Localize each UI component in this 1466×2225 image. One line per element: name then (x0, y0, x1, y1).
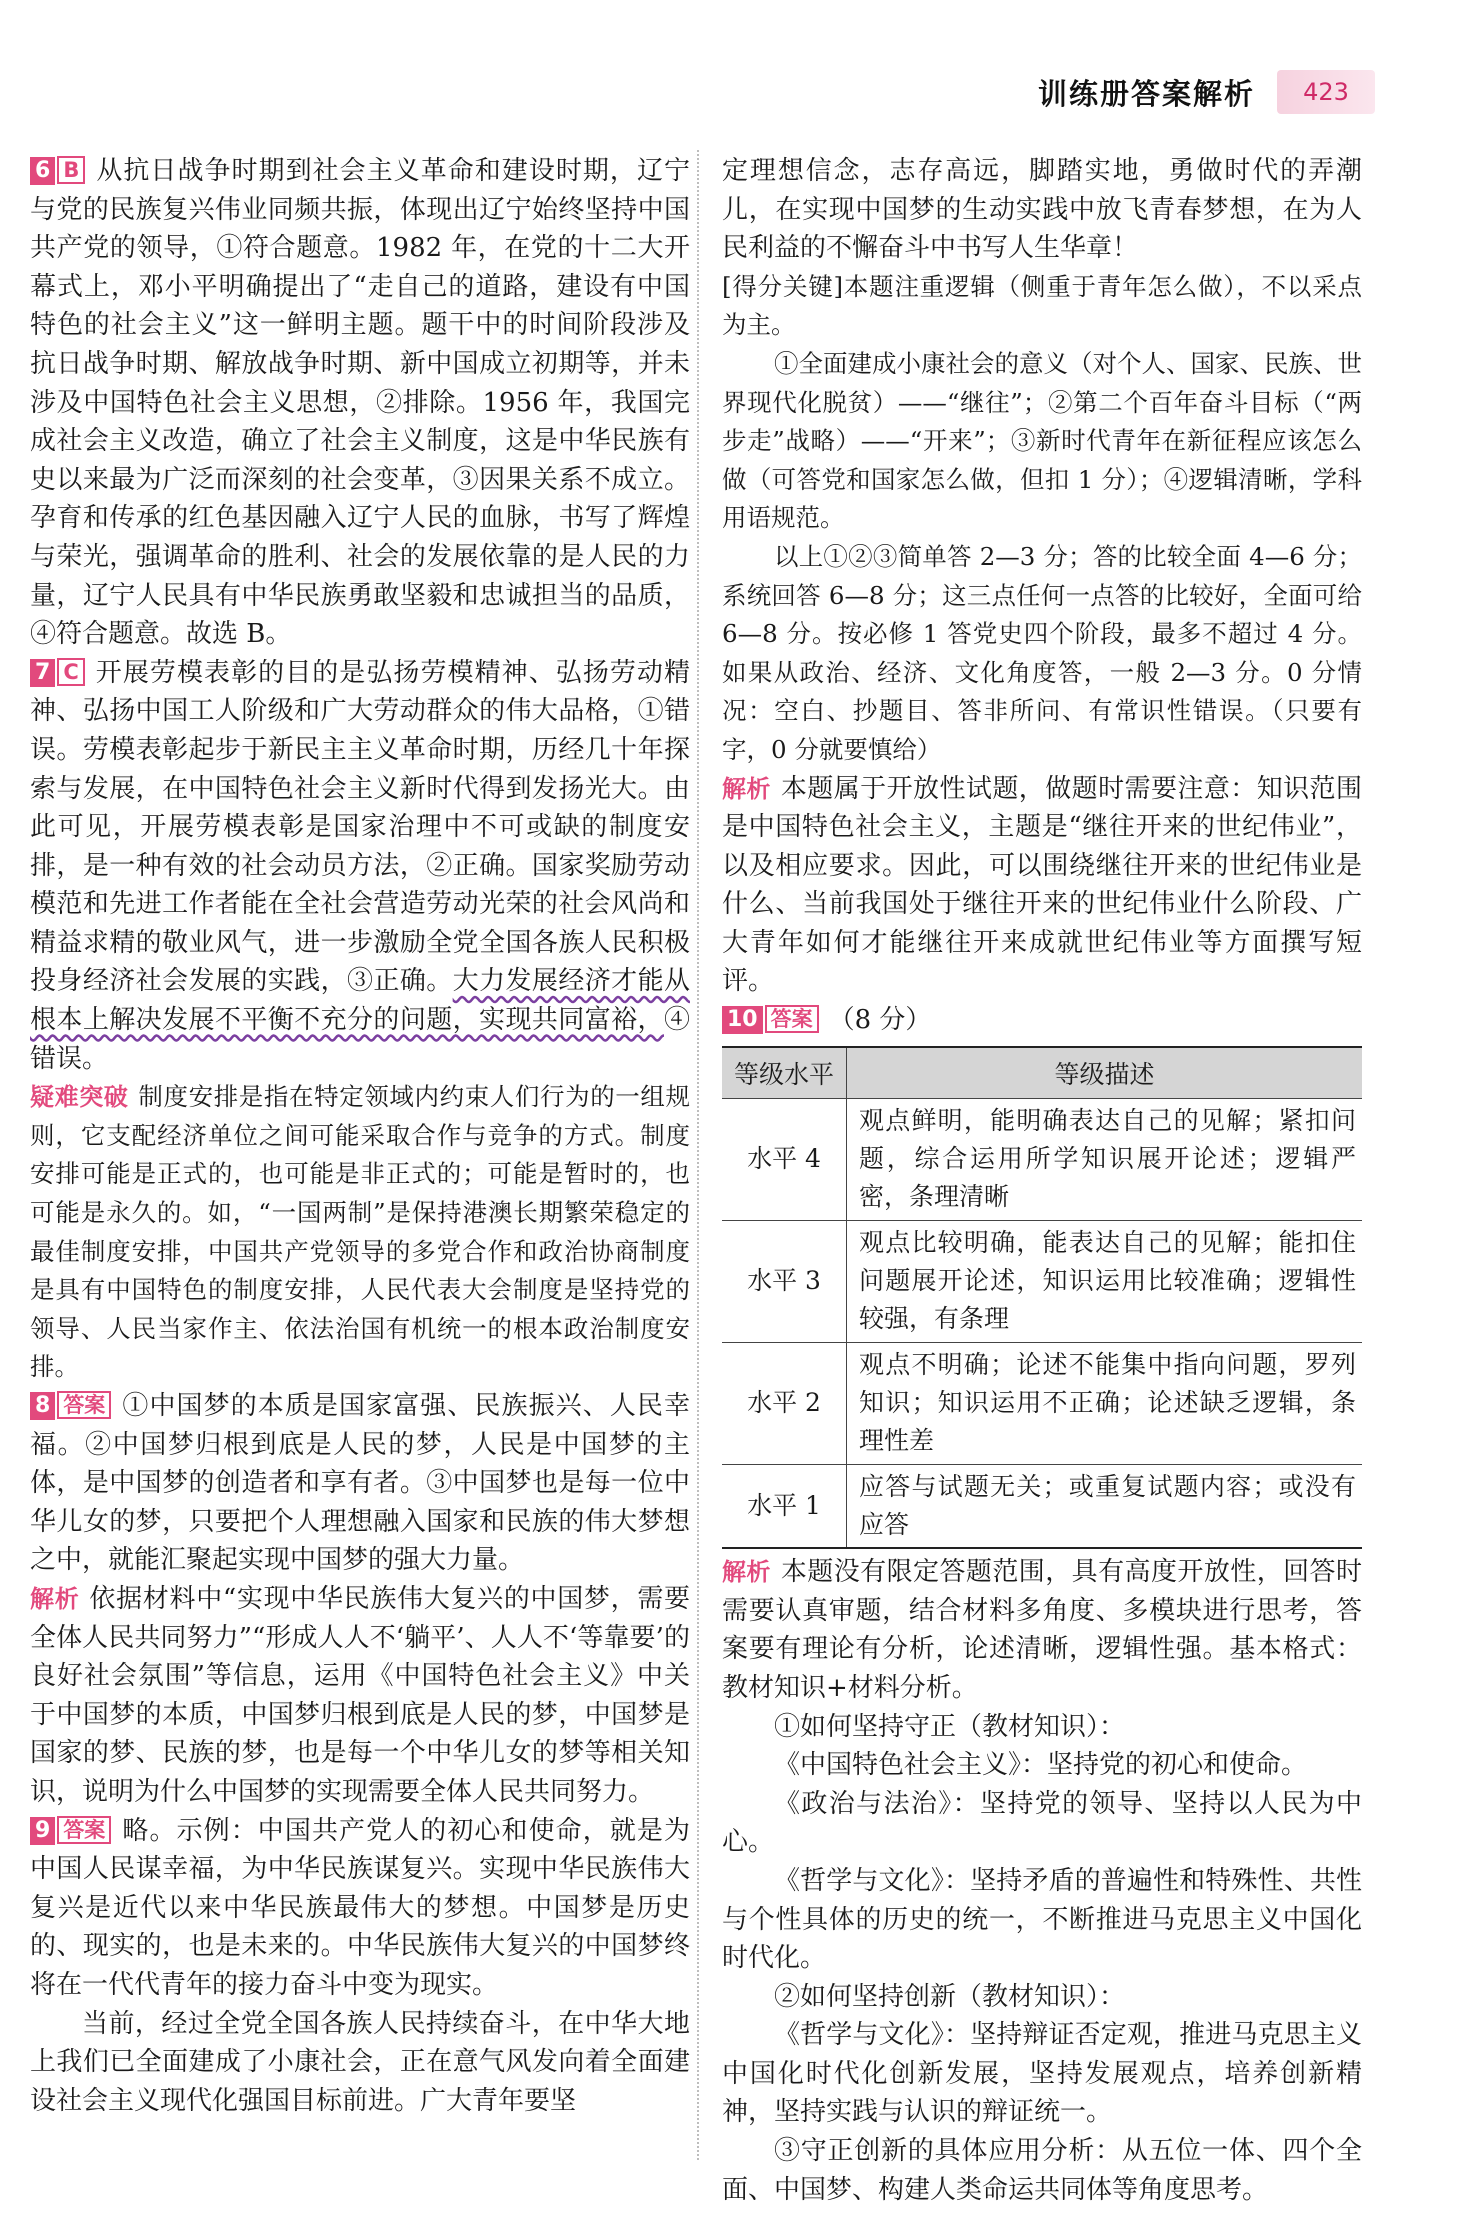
q8-number-badge: 8 (30, 1392, 55, 1420)
grade-desc: 观点不明确；论述不能集中指向问题，罗列知识；知识运用不正确；论述缺乏逻辑，条理性差 (847, 1342, 1363, 1464)
q6-number-badge: 6 (30, 157, 55, 185)
q10-analysis-tag: 解析 (722, 1558, 771, 1587)
q10-point: 《中国特色社会主义》：坚持党的初心和使命。 (774, 1750, 1308, 1781)
q6-block (30, 152, 690, 654)
q10-point: 《政治与法治》：坚持党的领导、坚持以人民为中心。 (722, 1788, 1362, 1858)
q10-analysis-text: 本题没有限定答题范围，具有高度开放性，回答时需要认真审题，结合材料多角度、多模块进行思考，答案要有理论有分析，论述清晰，逻辑性强。基本格式：教材知识+材料分析。 (722, 1557, 1362, 1703)
score-items: ①全面建成小康社会的意义（对个人、国家、民族、世界现代化脱贫）——“继往”；②第二个百年奋斗目标（“两步走”战略）——“开来”；③新时代青年在新征程应该怎么做（可答党和国家怎么做，但扣 1 分）；④逻辑清晰，学科用语规范。 (722, 348, 1362, 533)
q7-wavy-underlined-text: 大力发展经济才能从根本上解决发展不平衡不充分的问题，实现共同富裕， (30, 966, 690, 1036)
grade-level: 水平 3 (722, 1220, 847, 1342)
grade-level: 水平 2 (722, 1342, 847, 1464)
q9-answer-block (30, 1812, 690, 2005)
q7-text-a: 开展劳模表彰的目的是弘扬劳模精神、弘扬劳动精神、弘扬中国工人阶级和广大劳动群众的伟大品格，①错误。劳模表彰起步于新民主主义革命时期，历经几十年探索与发展，在中国特色社会主义新时代得到发扬光大。由此可见，开展劳模表彰是国家治理中不可或缺的制度安排，是一种有效的社会动员方法，②正确。国家奖励劳动模范和先进工作者能在全社会营造劳动光荣的社会风尚和精益求精的敬业风气，进一步激励全党全国各族人民积极投身经济社会发展的实践，③正确。 (30, 657, 690, 997)
q6-text: 从抗日战争时期到社会主义革命和建设时期，辽宁与党的民族复兴伟业同频共振，体现出辽宁始终坚持中国共产党的领导，①符合题意。1982 年，在党的十二大开幕式上，邓小平明确提出了“走自己的道路，建设有中国特色的社会主义”这一鲜明主题。题干中的时间阶段涉及抗日战争时期、解放战争时期、新中国成立初期等，并未涉及中国特色社会主义思想，②排除。1956 年，我国完成社会主义改造，确立了社会主义制度，这是中华民族有史以来最为广泛而深刻的社会变革，③因果关系不成立。孕育和传承的红色基因融入辽宁人民的血脉，书写了辉煌与荣光，强调革命的胜利、社会的发展依靠的是人民的力量，辽宁人民具有中华民族勇敢坚毅和忠诚担当的品质，④符合题意。故选 B。 (30, 156, 690, 650)
q7-breakthrough (30, 1078, 690, 1387)
grade-desc: 观点鲜明，能明确表达自己的见解；紧扣问题，综合运用所学知识展开论述；逻辑严密，条理清晰 (847, 1098, 1363, 1220)
grade-header-level: 等级水平 (722, 1047, 847, 1099)
table-row (722, 1464, 1362, 1548)
column-divider (697, 150, 699, 2160)
table-row (722, 1220, 1362, 1342)
q9-answer-label: 答案 (57, 1816, 111, 1844)
q9-analysis-block (722, 770, 1362, 1002)
q9-continuation: 定理想信念，志存高远，脚踏实地，勇做时代的弄潮儿，在实现中国梦的生动实践中放飞青春梦想，在为人民利益的不懈奋斗中书写人生华章！ (722, 156, 1362, 264)
score-key-block (722, 268, 1362, 770)
q10-point: 《哲学与文化》：坚持矛盾的普遍性和特殊性、共性与个性具体的历史的统一，不断推进马克思主义中国化时代化。 (722, 1865, 1362, 1974)
grade-desc: 观点比较明确，能表达自己的见解；能扣住问题展开论述，知识运用比较准确；逻辑性较强，有条理 (847, 1220, 1363, 1342)
right-column (722, 152, 1362, 2209)
grade-header-desc: 等级描述 (847, 1047, 1363, 1099)
q7-answer-badge: C (57, 658, 84, 686)
q10-number-badge: 10 (722, 1006, 763, 1034)
q9-analysis-tag: 解析 (722, 774, 771, 803)
q7-block (30, 654, 690, 1079)
q9-analysis-text: 本题属于开放性试题，做题时需要注意：知识范围是中国特色社会主义，主题是“继往开来的世纪伟业”，以及相应要求。因此，可以围绕继往开来的世纪伟业是什么、当前我国处于继往开来的世纪伟业什么阶段、广大青年如何才能继往开来成就世纪伟业等方面撰写短评。 (722, 773, 1362, 997)
q10-score: （8 分） (828, 1005, 932, 1036)
q7-number-badge: 7 (30, 659, 55, 687)
grade-table (722, 1046, 1362, 1550)
q8-answer-label: 答案 (57, 1391, 111, 1419)
q8-analysis-tag: 解析 (30, 1584, 80, 1613)
q9-answer-text: 略。示例：中国共产党人的初心和使命，就是为中国人民谋幸福，为中华民族谋复兴。实现中华民族伟大复兴是近代以来中华民族最伟大的梦想。中国梦是历史的、现实的，也是未来的。中华民族伟大复兴的中国梦终将在一代代青年的接力奋斗中变为现实。 (30, 1815, 690, 2000)
q10-point: ①如何坚持守正（教材知识）： (774, 1711, 1126, 1742)
table-row (722, 1098, 1362, 1220)
q10-point: 《哲学与文化》：坚持辩证否定观，推进马克思主义中国化时代化创新发展，坚持发展观点，培养创新精神，坚持实践与认识的辩证统一。 (722, 2020, 1362, 2128)
q10-point: ③守正创新的具体应用分析：从五位一体、四个全面、中国梦、构建人类命运共同体等角度思考。 (722, 2136, 1362, 2205)
q8-answer-text: ①中国梦的本质是国家富强、民族振兴、人民幸福。②中国梦归根到底是人民的梦，人民是中国梦的主体，是中国梦的创造者和享有者。③中国梦也是每一位中华儿女的梦，只要把个人理想融入国家和民族的伟大梦想之中，就能汇聚起实现中国梦的强大力量。 (30, 1391, 690, 1576)
q8-analysis-text: 依据材料中“实现中华民族伟大复兴的中国梦，需要全体人民共同努力”“形成人人不‘躺平’、人人不‘等靠要’的良好社会氛围”等信息，运用《中国特色社会主义》中关于中国梦的本质，中国梦归根到底是人民的梦，中国梦是国家的梦、民族的梦，也是每一个中华儿女的梦等相关知识，说明为什么中国梦的实现需要全体人民共同努力。 (30, 1583, 691, 1807)
header-title: 训练册答案解析 (1038, 77, 1256, 111)
score-key: [得分关键]本题注重逻辑（侧重于青年怎么做），不以采点为主。 (722, 271, 1362, 340)
q8-analysis-block (30, 1580, 690, 1812)
q10-header (722, 1001, 1362, 1040)
breakthrough-tag: 疑难突破 (30, 1083, 129, 1112)
table-row (722, 1342, 1362, 1464)
grade-level: 水平 1 (722, 1464, 847, 1548)
score-rule: 以上①②③简单答 2—3 分；答的比较全面 4—6 分；系统回答 6—8 分；这三点任何一点答的比较好，全面可给 6—8 分。按必修 1 答党史四个阶段，最多不超过 4 分。如果从政治、经济、文化角度答，一般 2—3 分。0 分情况：空白、抄题目、答非所问、有常识性错误。（只要有字，0 分就要慎给） (722, 541, 1362, 764)
grade-desc: 应答与试题无关；或重复试题内容；或没有应答 (847, 1464, 1363, 1548)
q10-point: ②如何坚持创新（教材知识）： (774, 1981, 1126, 2012)
breakthrough-text: 制度安排是指在特定领域内约束人们行为的一组规则，它支配经济单位之间可能采取合作与竞争的方式。制度安排可能是正式的，也可能是非正式的；可能是暂时的，也可能是永久的。如，“一国两制”是保持港澳长期繁荣稳定的最佳制度安排，中国共产党领导的多党合作和政治协商制度是具有中国特色的制度安排，人民代表大会制度是坚持党的领导、人民当家作主、依法治国有机统一的根本政治制度安排。 (30, 1082, 691, 1382)
q7-text-b: ④错误。 (30, 1005, 690, 1074)
q9-paragraph-2: 当前，经过全党全国各族人民持续奋斗，在中华大地上我们已全面建成了小康社会，正在意气风发向着全面建设社会主义现代化强国目标前进。广大青年要坚 (30, 2008, 690, 2116)
q10-answer-label: 答案 (765, 1005, 819, 1033)
q10-analysis-block (722, 1553, 1362, 1707)
q6-answer-badge: B (57, 156, 85, 184)
q8-answer-block (30, 1387, 690, 1580)
q9-number-badge: 9 (30, 1817, 55, 1845)
grade-level: 水平 4 (722, 1098, 847, 1220)
grade-table-header (722, 1047, 1362, 1099)
left-column (30, 152, 690, 2120)
page-number: 423 (1277, 70, 1375, 114)
